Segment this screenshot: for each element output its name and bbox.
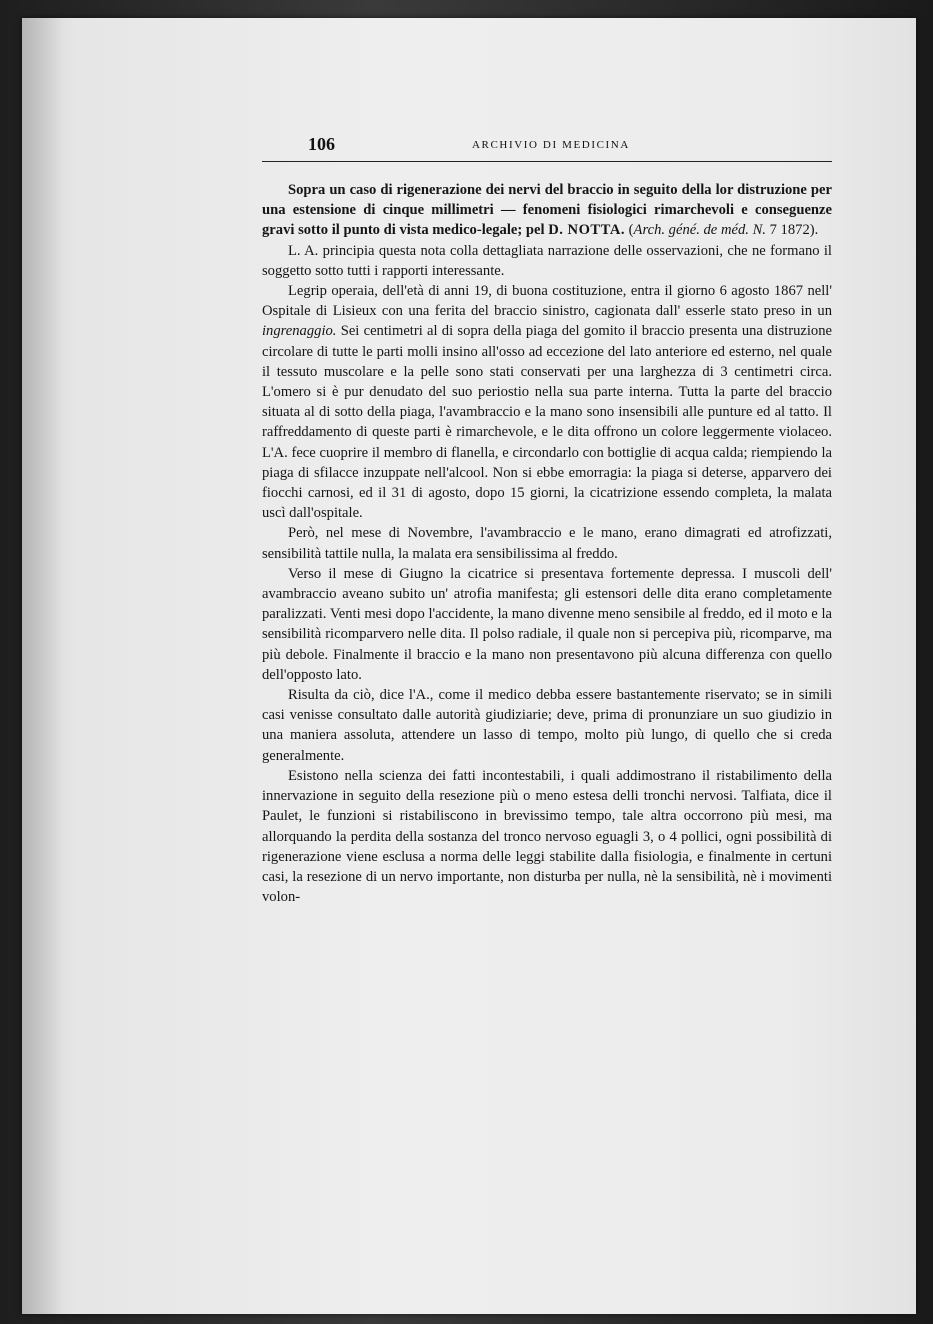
citation-rest: 7 1872). (765, 222, 819, 239)
article-author: D. NOTTA. (548, 222, 626, 239)
page-gutter-shadow (22, 18, 62, 1314)
paragraph-4: Verso il mese di Giugno la cicatrice si presentava fortemente depressa. I muscoli dell' avambraccio aveano subito un' atrofia manifesta; gli estensori delle dita erano completamente paralizzati. Venti mesi dopo l'accidente, la mano divenne meno sensibile al freddo, ed il moto e la sensibilità ricomparvero nelle dita. Il polso radiale, il quale non si percepiva più, ricomparve, ma più debole. Finalmente il braccio e la mano non presentavono più alcuna differenza con quello dell'opposto lato. (262, 565, 832, 683)
citation-issue: N. (752, 222, 766, 239)
paragraph-6: Esistono nella scienza dei fatti incontestabili, i quali addimostrano il ristabilimento della innervazione in seguito della resezione più o meno estesa delli tronchi nervosi. Talfiata, dice il Paulet, le funzioni si ristabiliscono in brevissimo tempo, tale altra occorrono più mesi, ma allorquando la perdita della sostanza del tronco nervoso eguagli 3, o 4 pollici, ogni possibilità di rigenerazione viene esclusa a norma delle leggi stabilite dalla fisiologia, e finalmente in certuni casi, la resezione di un nervo importante, non disturba per nulla, nè la sensibilità, nè i movimenti volon- (262, 767, 832, 906)
article-title (262, 180, 832, 241)
article-title-text: Sopra un caso di rigenerazione dei nervi del braccio in seguito della lor distruzione per una estensione di cinque millimetri — fenomeni fisiologici rimarchevoli e conseguenze gravi sotto il punto di vista medico-legale; pel (262, 182, 832, 239)
article-citation (629, 222, 819, 238)
paragraph-5: Risulta da ciò, dice l'A., come il medico debba essere bastantemente riservato; se in simili casi venisse consultato dalle autorità giudiziarie; deve, prima di pronunziare un suo giudizio in una maniera assoluta, attendere un lasso di tempo, molto più lungo, di quello che si creda generalmente. (262, 687, 832, 764)
paragraph-2 (262, 281, 832, 523)
citation-journal: Arch. géné. de méd. (633, 222, 749, 239)
paragraph-2-part-a: Legrip operaia, dell'età di anni 19, di buona costituzione, entra il giorno 6 agosto 1867 nell' Ospitale di Lisieux con una ferita del braccio sinistro, cagionata dall' esserle stato preso in un (262, 283, 832, 320)
header-rule (262, 161, 832, 162)
citation-open: ( (628, 222, 634, 239)
paragraph-2-part-b: Sei centimetri al di sopra della piaga del gomito il braccio presenta una distruzione circolare di tutte le parti molli insino all'osso ad eccezione del lato anteriore ed esterno, nel quale il tessuto muscolare e la pelle sono stati conservati per una larghezza di 3 centimetri circa. L'omero si è pur denudato del suo periostio nella sua parte interna. Tutta la parte del braccio situata al di sotto della piaga, l'avambraccio e la mano sono insensibili alle punture ed al tatto. Il raffreddamento di queste parti è rimarchevole, e le dita offrono un colore leggermente violaceo. L'A. fece cuoprire il membro di flanella, e circondarlo con bottiglie di acqua calda; riempiendo la piaga di sfilacce inzuppate nell'alcool. Non si ebbe emorragia: la piaga si deterse, apparvero dei fiocchi carnosi, ed il 31 di agosto, dopo 15 giorni, la cicatrizione essendo completa, la malata uscì dall'ospitale. (262, 323, 832, 522)
paragraph-2-emphasis: ingrenaggio. (262, 323, 337, 340)
page-header (262, 128, 832, 158)
page-number: 106 (308, 134, 335, 154)
running-head: ARCHIVIO DI MEDICINA (472, 139, 630, 151)
paragraph-1: L. A. principia questa nota colla dettagliata narrazione delle osservazioni, che ne formano il soggetto sotto tutti i rapporti interessante. (262, 242, 832, 279)
article-body (262, 180, 832, 907)
paragraph-3: Però, nel mese di Novembre, l'avambraccio e le mano, erano dimagrati ed atrofizzati, sensibilità tattile nulla, la malata era sensibilissima al freddo. (262, 525, 832, 562)
